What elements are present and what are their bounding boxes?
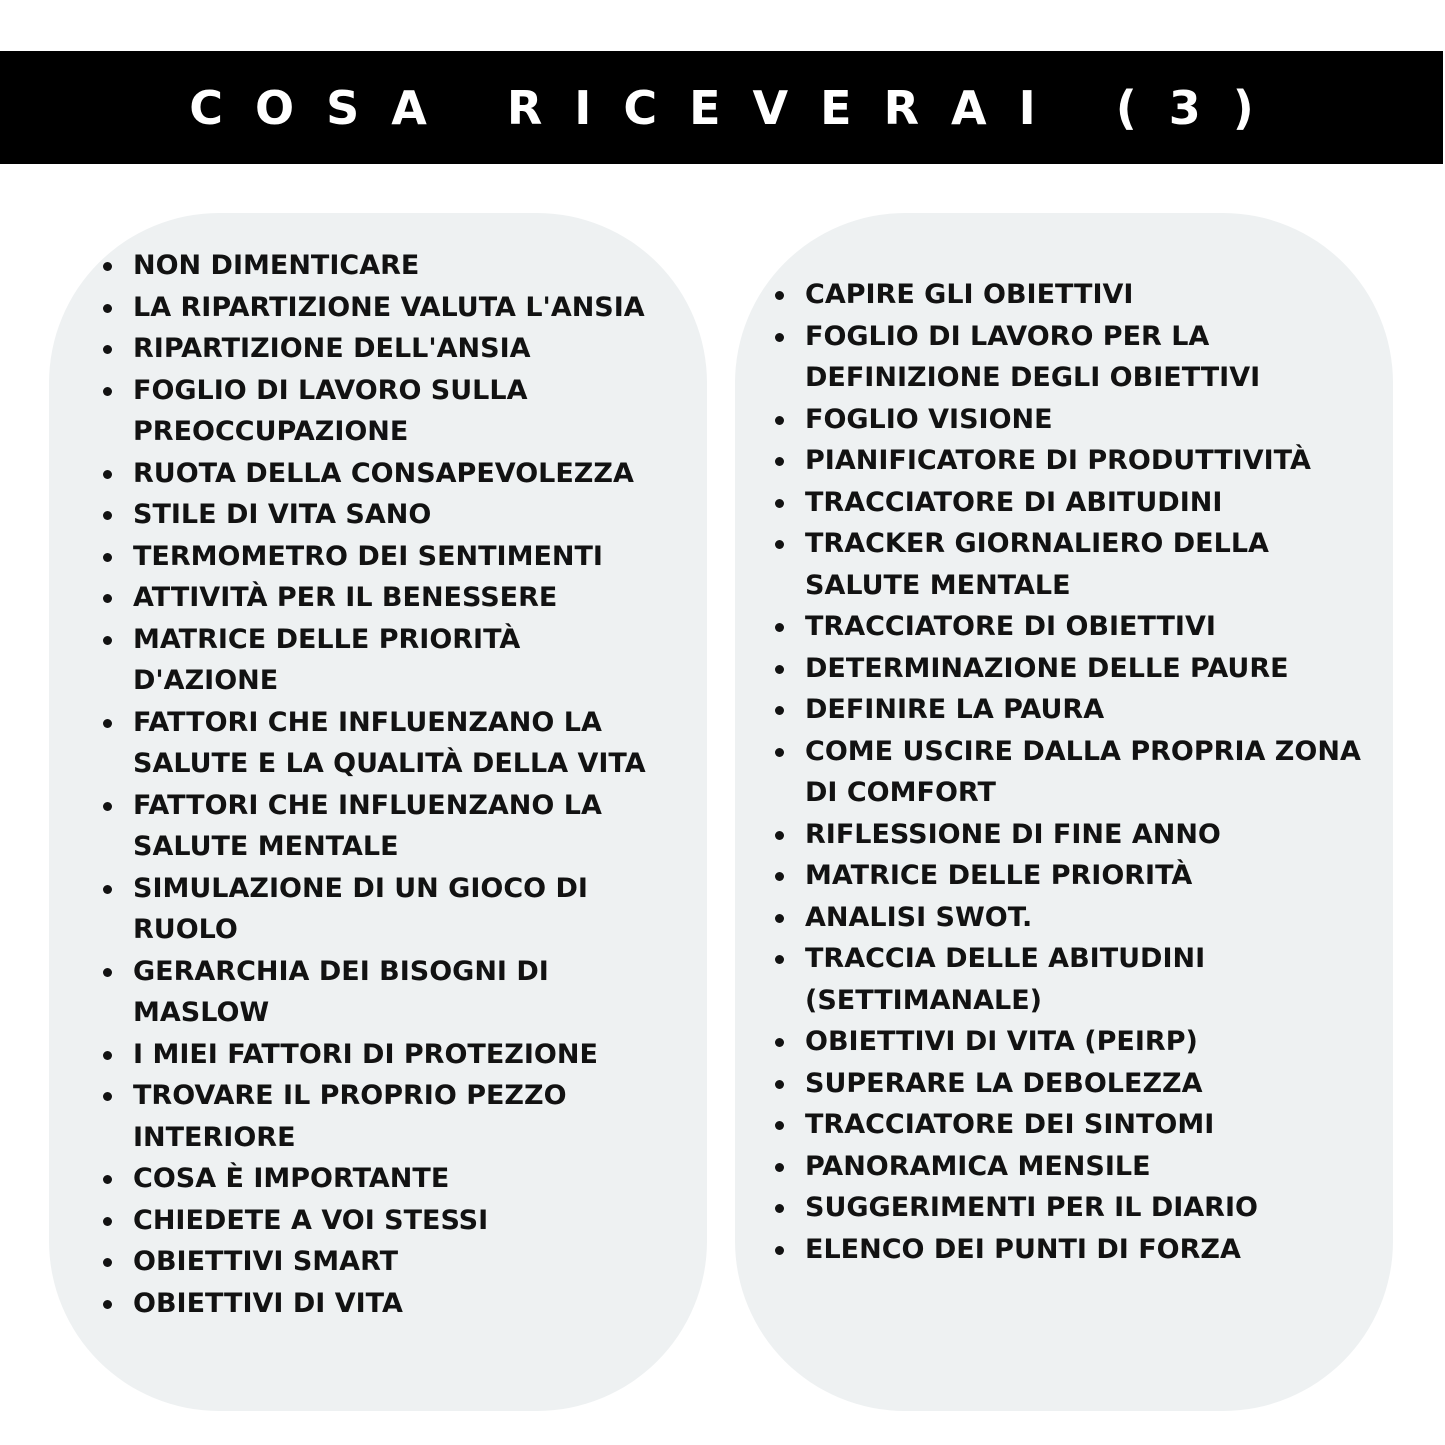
right-list — [775, 274, 1390, 1270]
list-item: MATRICE DELLE PRIORITÀ — [775, 855, 1390, 897]
page-title: COSA RICEVERAI (3) — [189, 80, 1286, 135]
title-banner — [0, 51, 1443, 164]
list-item: SIMULAZIONE DI UN GIOCO DI RUOLO — [103, 868, 703, 951]
list-item: OBIETTIVI DI VITA (PEIRP) — [775, 1021, 1390, 1063]
list-item: FATTORI CHE INFLUENZANO LA SALUTE E LA QUALITÀ DELLA VITA — [103, 702, 703, 785]
list-item: TRACCIA DELLE ABITUDINI (SETTIMANALE) — [775, 938, 1390, 1021]
list-item: PANORAMICA MENSILE — [775, 1146, 1390, 1188]
list-item: PIANIFICATORE DI PRODUTTIVITÀ — [775, 440, 1390, 482]
list-item: MATRICE DELLE PRIORITÀ D'AZIONE — [103, 619, 703, 702]
list-item: OBIETTIVI SMART — [103, 1241, 703, 1283]
list-item: FATTORI CHE INFLUENZANO LA SALUTE MENTALE — [103, 785, 703, 868]
list-item: FOGLIO DI LAVORO PER LA DEFINIZIONE DEGLI OBIETTIVI — [775, 316, 1390, 399]
list-item: RUOTA DELLA CONSAPEVOLEZZA — [103, 453, 703, 495]
list-item: TRACCIATORE DEI SINTOMI — [775, 1104, 1390, 1146]
list-item: CHIEDETE A VOI STESSI — [103, 1200, 703, 1242]
list-item: FOGLIO VISIONE — [775, 399, 1390, 441]
list-item: RIPARTIZIONE DELL'ANSIA — [103, 328, 703, 370]
list-item: COSA È IMPORTANTE — [103, 1158, 703, 1200]
list-item: GERARCHIA DEI BISOGNI DI MASLOW — [103, 951, 703, 1034]
list-item: TROVARE IL PROPRIO PEZZO INTERIORE — [103, 1075, 703, 1158]
list-item: SUGGERIMENTI PER IL DIARIO — [775, 1187, 1390, 1229]
list-item: TRACKER GIORNALIERO DELLA SALUTE MENTALE — [775, 523, 1390, 606]
list-item: NON DIMENTICARE — [103, 245, 703, 287]
list-item: LA RIPARTIZIONE VALUTA L'ANSIA — [103, 287, 703, 329]
list-item: TRACCIATORE DI OBIETTIVI — [775, 606, 1390, 648]
list-item: TRACCIATORE DI ABITUDINI — [775, 482, 1390, 524]
list-item: DETERMINAZIONE DELLE PAURE — [775, 648, 1390, 690]
list-item: ELENCO DEI PUNTI DI FORZA — [775, 1229, 1390, 1271]
list-item: CAPIRE GLI OBIETTIVI — [775, 274, 1390, 316]
left-list — [103, 245, 703, 1324]
list-item: ATTIVITÀ PER IL BENESSERE — [103, 577, 703, 619]
list-item: STILE DI VITA SANO — [103, 494, 703, 536]
list-item: OBIETTIVI DI VITA — [103, 1283, 703, 1325]
list-item: FOGLIO DI LAVORO SULLA PREOCCUPAZIONE — [103, 370, 703, 453]
list-item: SUPERARE LA DEBOLEZZA — [775, 1063, 1390, 1105]
list-item: COME USCIRE DALLA PROPRIA ZONA DI COMFORT — [775, 731, 1390, 814]
list-item: DEFINIRE LA PAURA — [775, 689, 1390, 731]
list-item: TERMOMETRO DEI SENTIMENTI — [103, 536, 703, 578]
list-item: ANALISI SWOT. — [775, 897, 1390, 939]
list-item: RIFLESSIONE DI FINE ANNO — [775, 814, 1390, 856]
list-item: I MIEI FATTORI DI PROTEZIONE — [103, 1034, 703, 1076]
